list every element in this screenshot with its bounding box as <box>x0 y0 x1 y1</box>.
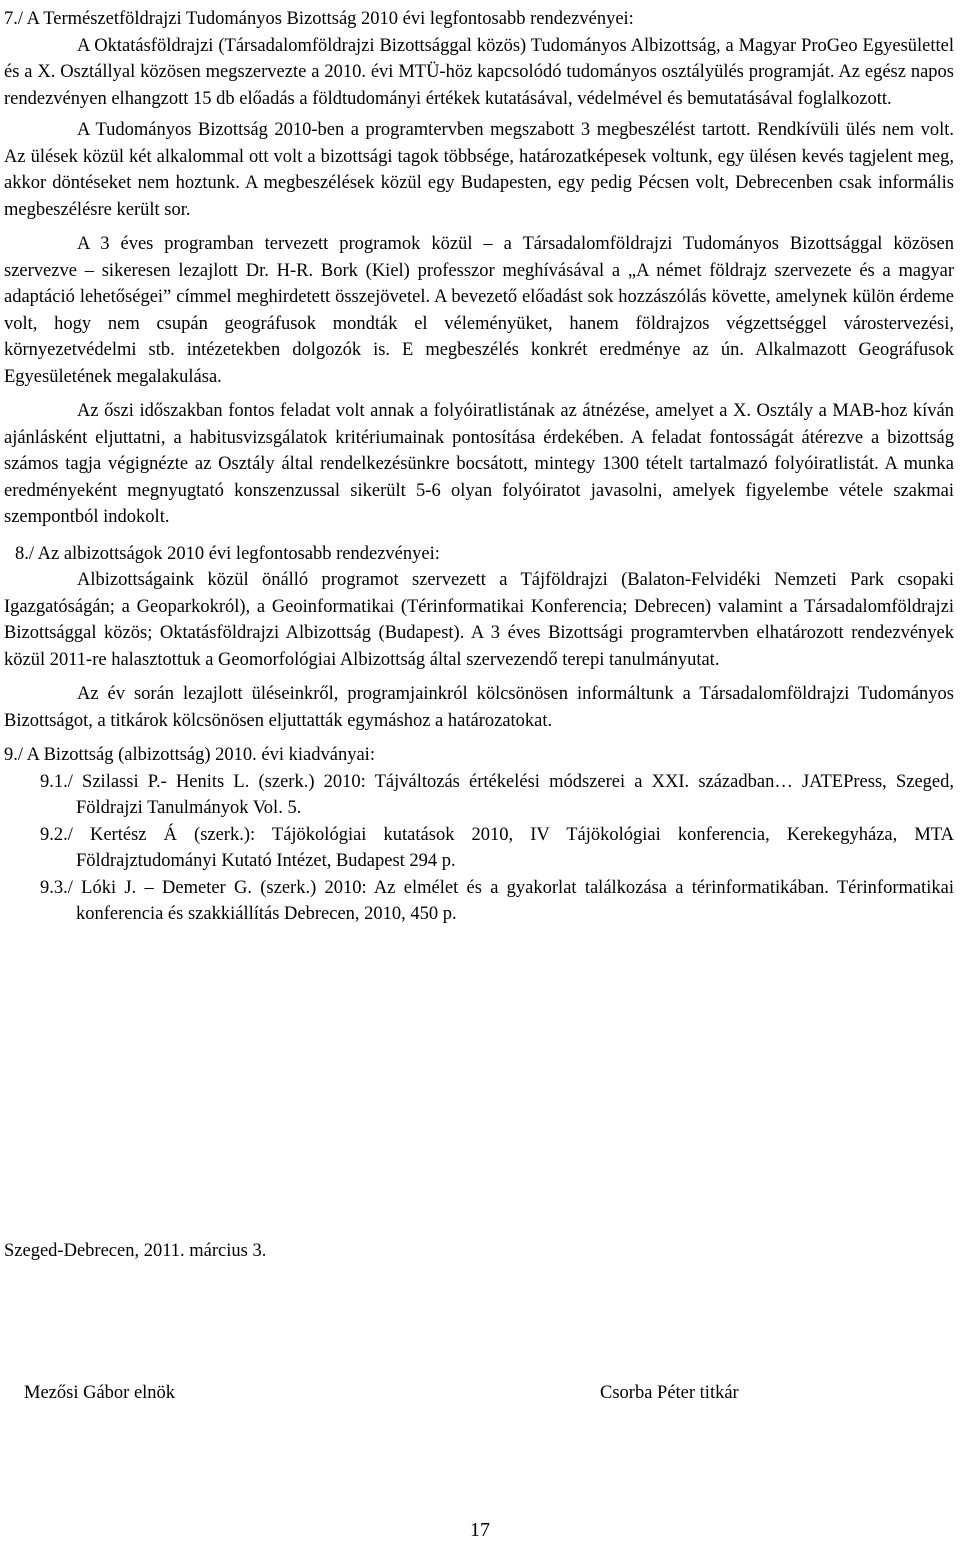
publication-item: 9.1./ Szilassi P.- Henits L. (szerk.) 2010: Tájváltozás értékelési módszerei a XXI. században… JATEPress, Szeged, Földrajzi Tanulmányok Vol. 5. <box>40 771 954 818</box>
section-9-heading: 9./ A Bizottság (albizottság) 2010. évi kiadványai: <box>4 745 375 765</box>
publication-item: 9.2./ Kertész Á (szerk.): Tájökológiai kutatások 2010, IV Tájökológiai konferencia, Kerekegyháza, MTA Földrajztudományi Kutató Intézet, Budapest 294 p. <box>40 824 954 871</box>
place-and-date: Szeged-Debrecen, 2011. március 3. <box>4 1241 267 1261</box>
section-8-paragraph-1: Albizottságaink közül önálló programot szervezett a Tájföldrajzi (Balaton-Felvidéki Nemzeti Park csopaki Igazgatóságán; a Geoparkokról), a Geoinformatikai (Térinformatikai Konferencia; Debrecen) valamint a Társadalomföldrajzi Bizottsággal közös; Oktatásföldrajzi Albizottság (Budapest). A 3 éves Bizottsági programtervben elhatározott rendezvények közül 2011-re halasztottuk a Geomorfológiai Albizottság által szervezendő terepi tanulmányutat. <box>4 570 954 670</box>
section-7-paragraph-1: A Oktatásföldrajzi (Társadalomföldrajzi Bizottsággal közös) Tudományos Albizottság, a Magyar ProGeo Egyesülettel és a X. Osztállyal közösen megszervezte a 2010. évi MTÜ-höz kapcsolódó tudományos osztályülés programját. Az egész napos rendezvényen elhangzott 15 db előadás a földtudományi értékek kutatásával, védelmével és bemutatásával foglalkozott. <box>4 35 954 109</box>
document-body <box>4 6 954 928</box>
section-7-paragraph-4: Az őszi időszakban fontos feladat volt annak a folyóiratlistának az átnézése, amelyet a X. Osztály a MAB-hoz kíván ajánlásként eljuttatni, a habitusvizsgálatok kritériumainak pontosítása érdekében. A feladat fontosságát átérezve a bizottság számos tagja végignézte az Osztály által rendelkezésünkre bocsátott, mintegy 1300 tételt tartalmazó folyóiratlistát. A munka eredményeként megnyugtató konszenzussal sikerült 5-6 olyan folyóiratot javasolni, amelyek figyelembe vétele szakmai szempontból indokolt. <box>4 401 954 527</box>
signature-secretary: Csorba Péter titkár <box>600 1383 739 1403</box>
section-8-paragraph-2: Az év során lezajlott üléseinkről, programjainkról kölcsönösen informáltunk a Társadalomföldrajzi Tudományos Bizottságot, a titkárok kölcsönösen eljuttatták egymáshoz a határozatokat. <box>4 684 954 731</box>
section-7-heading: 7./ A Természetföldrajzi Tudományos Bizottság 2010 évi legfontosabb rendezvényei: <box>4 9 634 29</box>
page-number: 17 <box>470 1519 490 1541</box>
publication-item: 9.3./ Lóki J. – Demeter G. (szerk.) 2010: Az elmélet és a gyakorlat találkozása a térinformatikában. Térinformatikai konferencia és szakkiállítás Debrecen, 2010, 450 p. <box>40 877 954 924</box>
section-7-paragraph-3: A 3 éves programban tervezett programok közül – a Társadalomföldrajzi Tudományos Bizottsággal közösen szervezve – sikeresen lezajlott Dr. H-R. Bork (Kiel) professzor meghívásával a „A német földrajz szervezete és a magyar adaptáció lehetőségei” címmel meghirdetett összejövetel. A bevezető előadást sok hozzászólás követte, amelynek külön érdeme volt, hogy nem csupán geográfusok mondták el véleményüket, hanem földrajzos végzettséggel várostervezési, környezetvédelmi stb. intézetekben dolgozók is. E megbeszélés konkrét eredménye az ún. Alkalmazott Geográfusok Egyesületének megalakulása. <box>4 234 954 387</box>
signature-chairman: Mezősi Gábor elnök <box>24 1383 176 1403</box>
section-7-paragraph-2: A Tudományos Bizottság 2010-ben a programtervben megszabott 3 megbeszélést tartott. Rendkívüli ülés nem volt. Az ülések közül két alkalommal ott volt a bizottsági tagok többsége, határozatképesek voltunk, egy ülésen kevés tagjelent meg, akkor döntéseket nem hoztunk. A megbeszélések közül egy Budapesten, egy pedig Pécsen volt, Debrecenben csak informális megbeszélésre került sor. <box>4 120 954 220</box>
section-8-heading: 8./ Az albizottságok 2010 évi legfontosabb rendezvényei: <box>15 543 440 564</box>
